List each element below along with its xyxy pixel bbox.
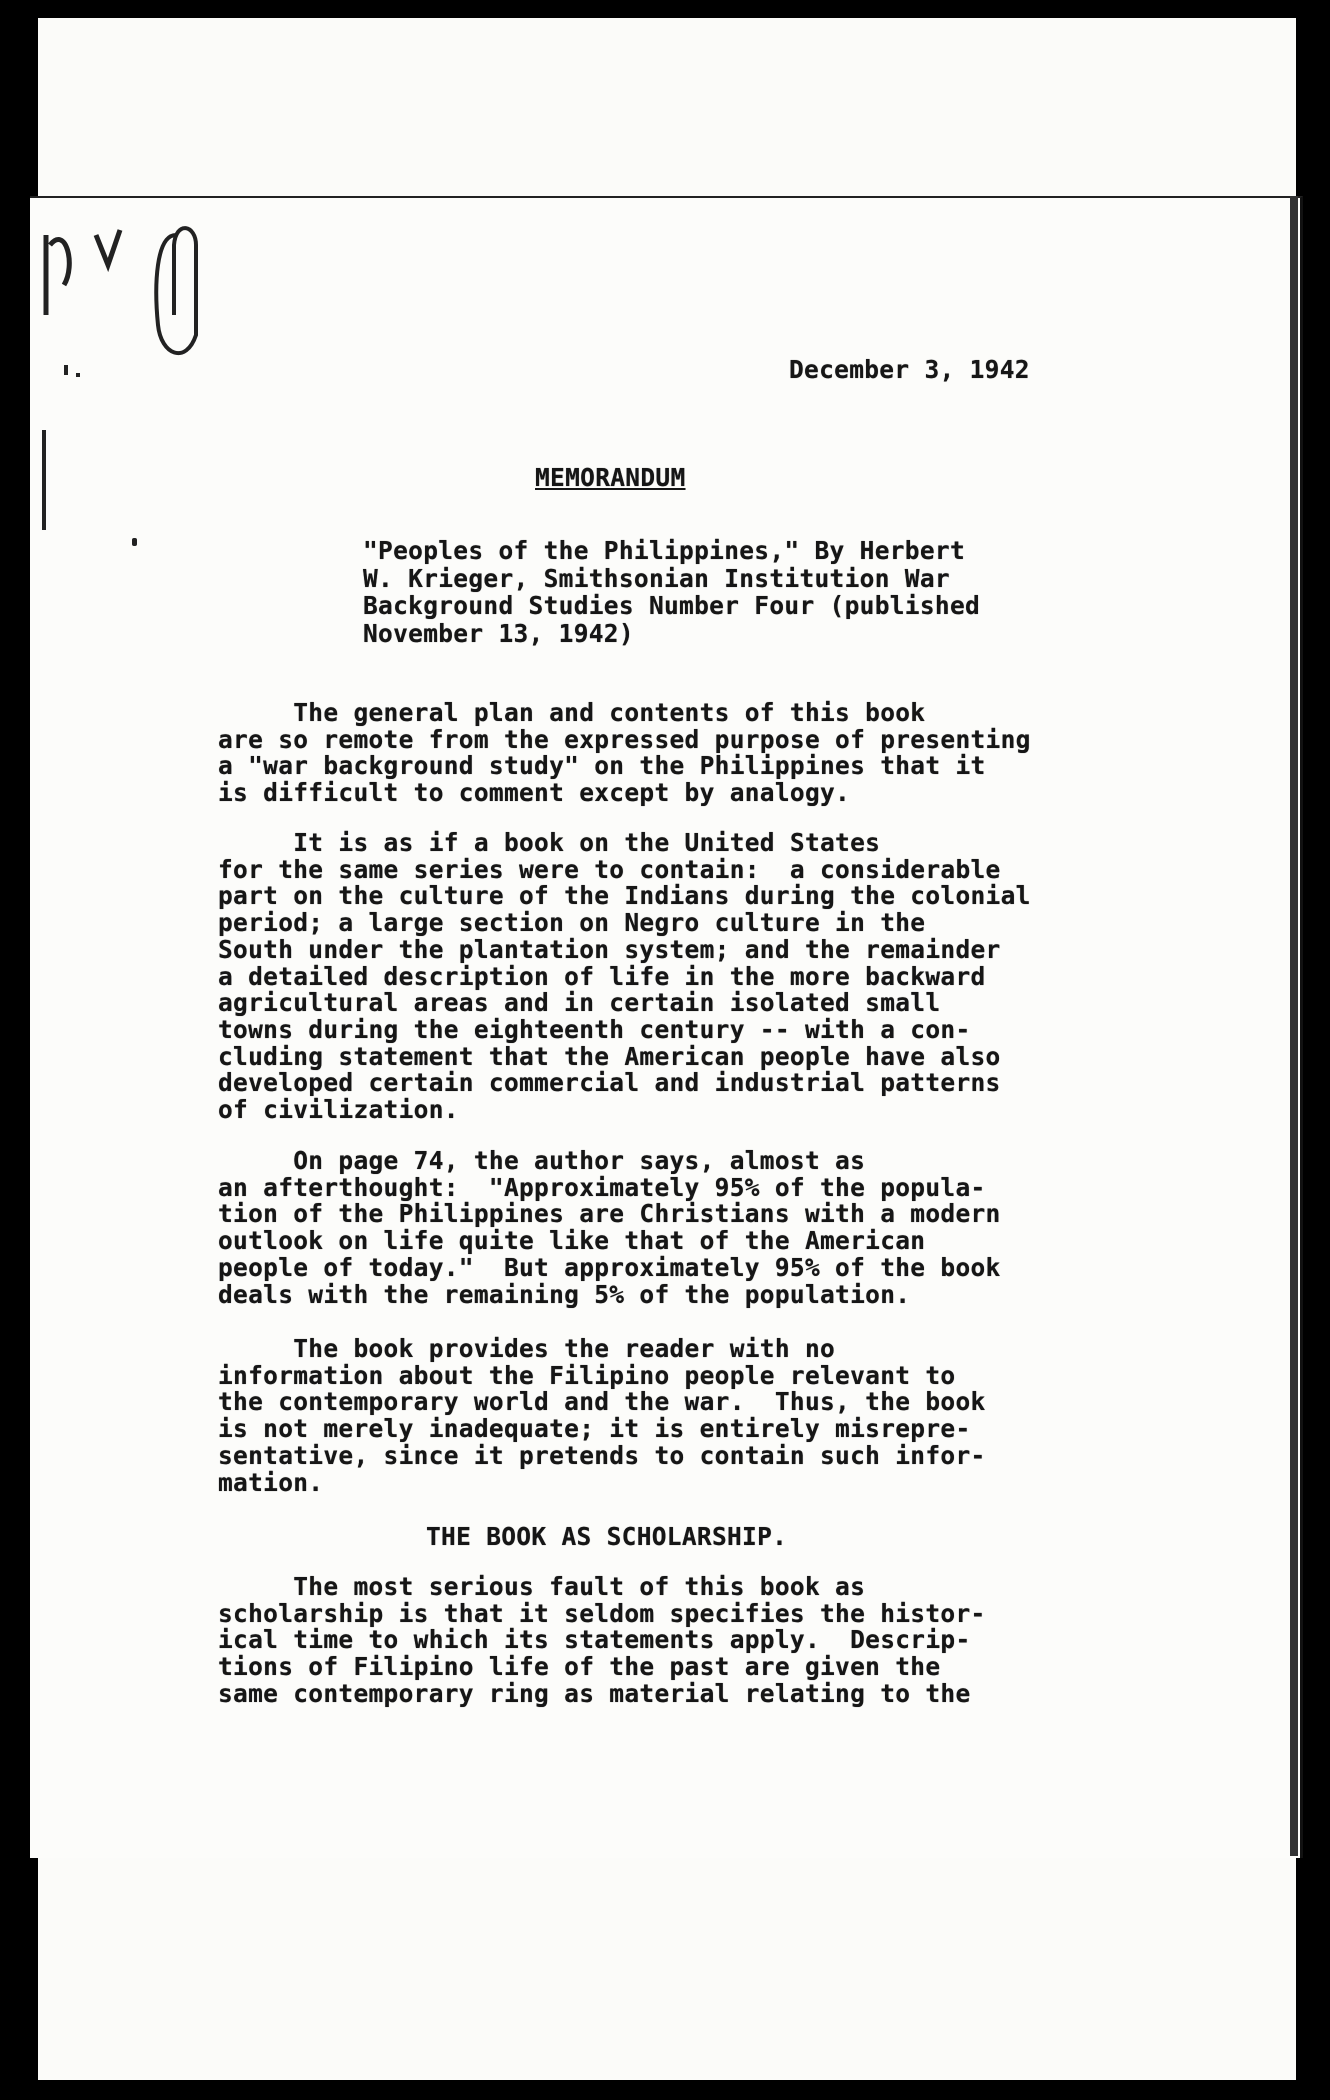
- text-line: tion of the Philippines are Christians with a modern: [218, 1199, 1001, 1229]
- text-line: tions of Filipino life of the past are given the: [218, 1652, 941, 1682]
- text-line: a detailed description of life in the more backward: [218, 961, 986, 991]
- text-line: ical time to which its statements apply. Descrip-: [218, 1625, 971, 1655]
- paragraph-4: [218, 1336, 1098, 1496]
- text-line: a "war background study" on the Philippines that it: [218, 751, 986, 781]
- paper-clip-icon: [36, 205, 216, 415]
- margin-dot: [132, 538, 137, 546]
- text-line: are so remote from the expressed purpose of presenting: [218, 724, 1031, 754]
- text-line: same contemporary ring as material relating to the: [218, 1678, 971, 1708]
- text-line: an afterthought: "Approximately 95% of the popula-: [218, 1172, 986, 1202]
- text-line: sentative, since it pretends to contain such infor-: [218, 1440, 986, 1470]
- text-line: cluding statement that the American people have also: [218, 1041, 1001, 1071]
- text-line: scholarship is that it seldom specifies the histor-: [218, 1598, 986, 1628]
- text-line: The book provides the reader with no: [218, 1334, 836, 1363]
- paragraph-1: [218, 700, 1098, 807]
- text-line: On page 74, the author says, almost as: [218, 1146, 866, 1175]
- paragraph-3: [218, 1148, 1098, 1308]
- paragraph-5: [218, 1574, 1098, 1708]
- memo-title: MEMORANDUM: [535, 463, 686, 492]
- subject-line: W. Krieger, Smithsonian Institution War: [363, 563, 950, 593]
- text-line: South under the plantation system; and the remainder: [218, 934, 1001, 964]
- memo-date: December 3, 1942: [789, 355, 1030, 384]
- subject-line: "Peoples of the Philippines," By Herbert: [363, 536, 966, 565]
- text-line: mation.: [218, 1467, 324, 1497]
- text-line: the contemporary world and the war. Thus, the book: [218, 1387, 986, 1417]
- paragraph-2: [218, 830, 1098, 1124]
- text-line: is not merely inadequate; it is entirely misrepre-: [218, 1414, 971, 1444]
- page-edge-shadow: [1290, 196, 1298, 1856]
- text-line: It is as if a book on the United States: [218, 828, 881, 857]
- text-line: is difficult to comment except by analogy.: [218, 778, 851, 808]
- text-line: people of today." But approximately 95% of the book: [218, 1252, 1001, 1282]
- subject-line: Background Studies Number Four (published: [363, 591, 981, 620]
- text-line: deals with the remaining 5% of the population.: [218, 1279, 911, 1309]
- text-line: information about the Filipino people relevant to: [218, 1360, 956, 1390]
- text-line: developed certain commercial and industrial patterns: [218, 1068, 1001, 1098]
- text-line: The most serious fault of this book as: [218, 1572, 866, 1601]
- memo-subject: [363, 537, 1063, 647]
- text-line: The general plan and contents of this book: [218, 698, 926, 727]
- margin-mark: [42, 430, 46, 530]
- text-line: for the same series were to contain: a considerable: [218, 854, 1001, 884]
- text-line: towns during the eighteenth century -- with a con-: [218, 1014, 971, 1044]
- text-line: agricultural areas and in certain isolated small: [218, 988, 941, 1018]
- section-heading: THE BOOK AS SCHOLARSHIP.: [426, 1522, 788, 1551]
- text-line: period; a large section on Negro culture in the: [218, 908, 926, 938]
- text-line: of civilization.: [218, 1095, 459, 1125]
- text-line: outlook on life quite like that of the American: [218, 1226, 926, 1256]
- subject-line: November 13, 1942): [363, 618, 634, 648]
- text-line: part on the culture of the Indians during the colonial: [218, 881, 1031, 911]
